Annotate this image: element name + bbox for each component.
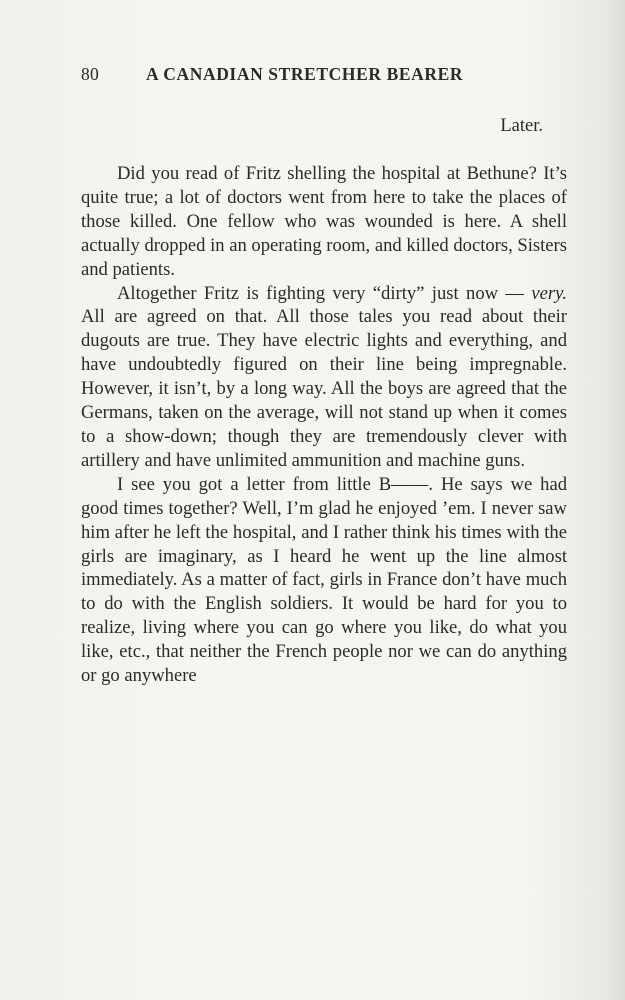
paragraph: Did you read of Fritz shelling the hospital at Bethune? It’s quite true; a lot of doctors went from here to take the places of those killed. One fellow who was wounded is here. A shell actually dropped in an operating room, and killed doctors, Sisters and patients. [81, 163, 567, 280]
running-head: A CANADIAN STRETCHER BEARER [146, 64, 464, 84]
body-text [81, 162, 567, 688]
page-header [81, 64, 551, 88]
paragraph: I see you got a letter from little B——. He says we had good times together? Well, I’m glad he enjoyed ’em. I never saw him after he left the hospital, and I rather think his times with the girls are imaginary, as I heard he went up the line almost immediately. As a matter of fact, girls in France don’t have much to do with the English soldiers. It would be hard for you to realize, living where you can go where you like, do what you like, etc., that neither the French people nor we can do anything or go anywhere [81, 473, 567, 687]
paragraph-text: All are agreed on that. All those tales you read about their dugouts are true. They have electric lights and everything, and have undoubtedly figured on their line being impregnable. However, it isn’t, by a long way. All the boys are agreed that the Germans, taken on the average, will not stand up when it comes to a show-down; though they are tremendously clever with artillery and have unlimited ammunition and machine guns. [81, 306, 567, 471]
page-number: 80 [81, 64, 99, 84]
dateline: Later. [500, 116, 543, 136]
paragraph [81, 282, 567, 473]
paragraph-text: Altogether Fritz is fighting very “dirty” just now — [117, 282, 532, 304]
emphasized-text: very. [531, 282, 567, 304]
